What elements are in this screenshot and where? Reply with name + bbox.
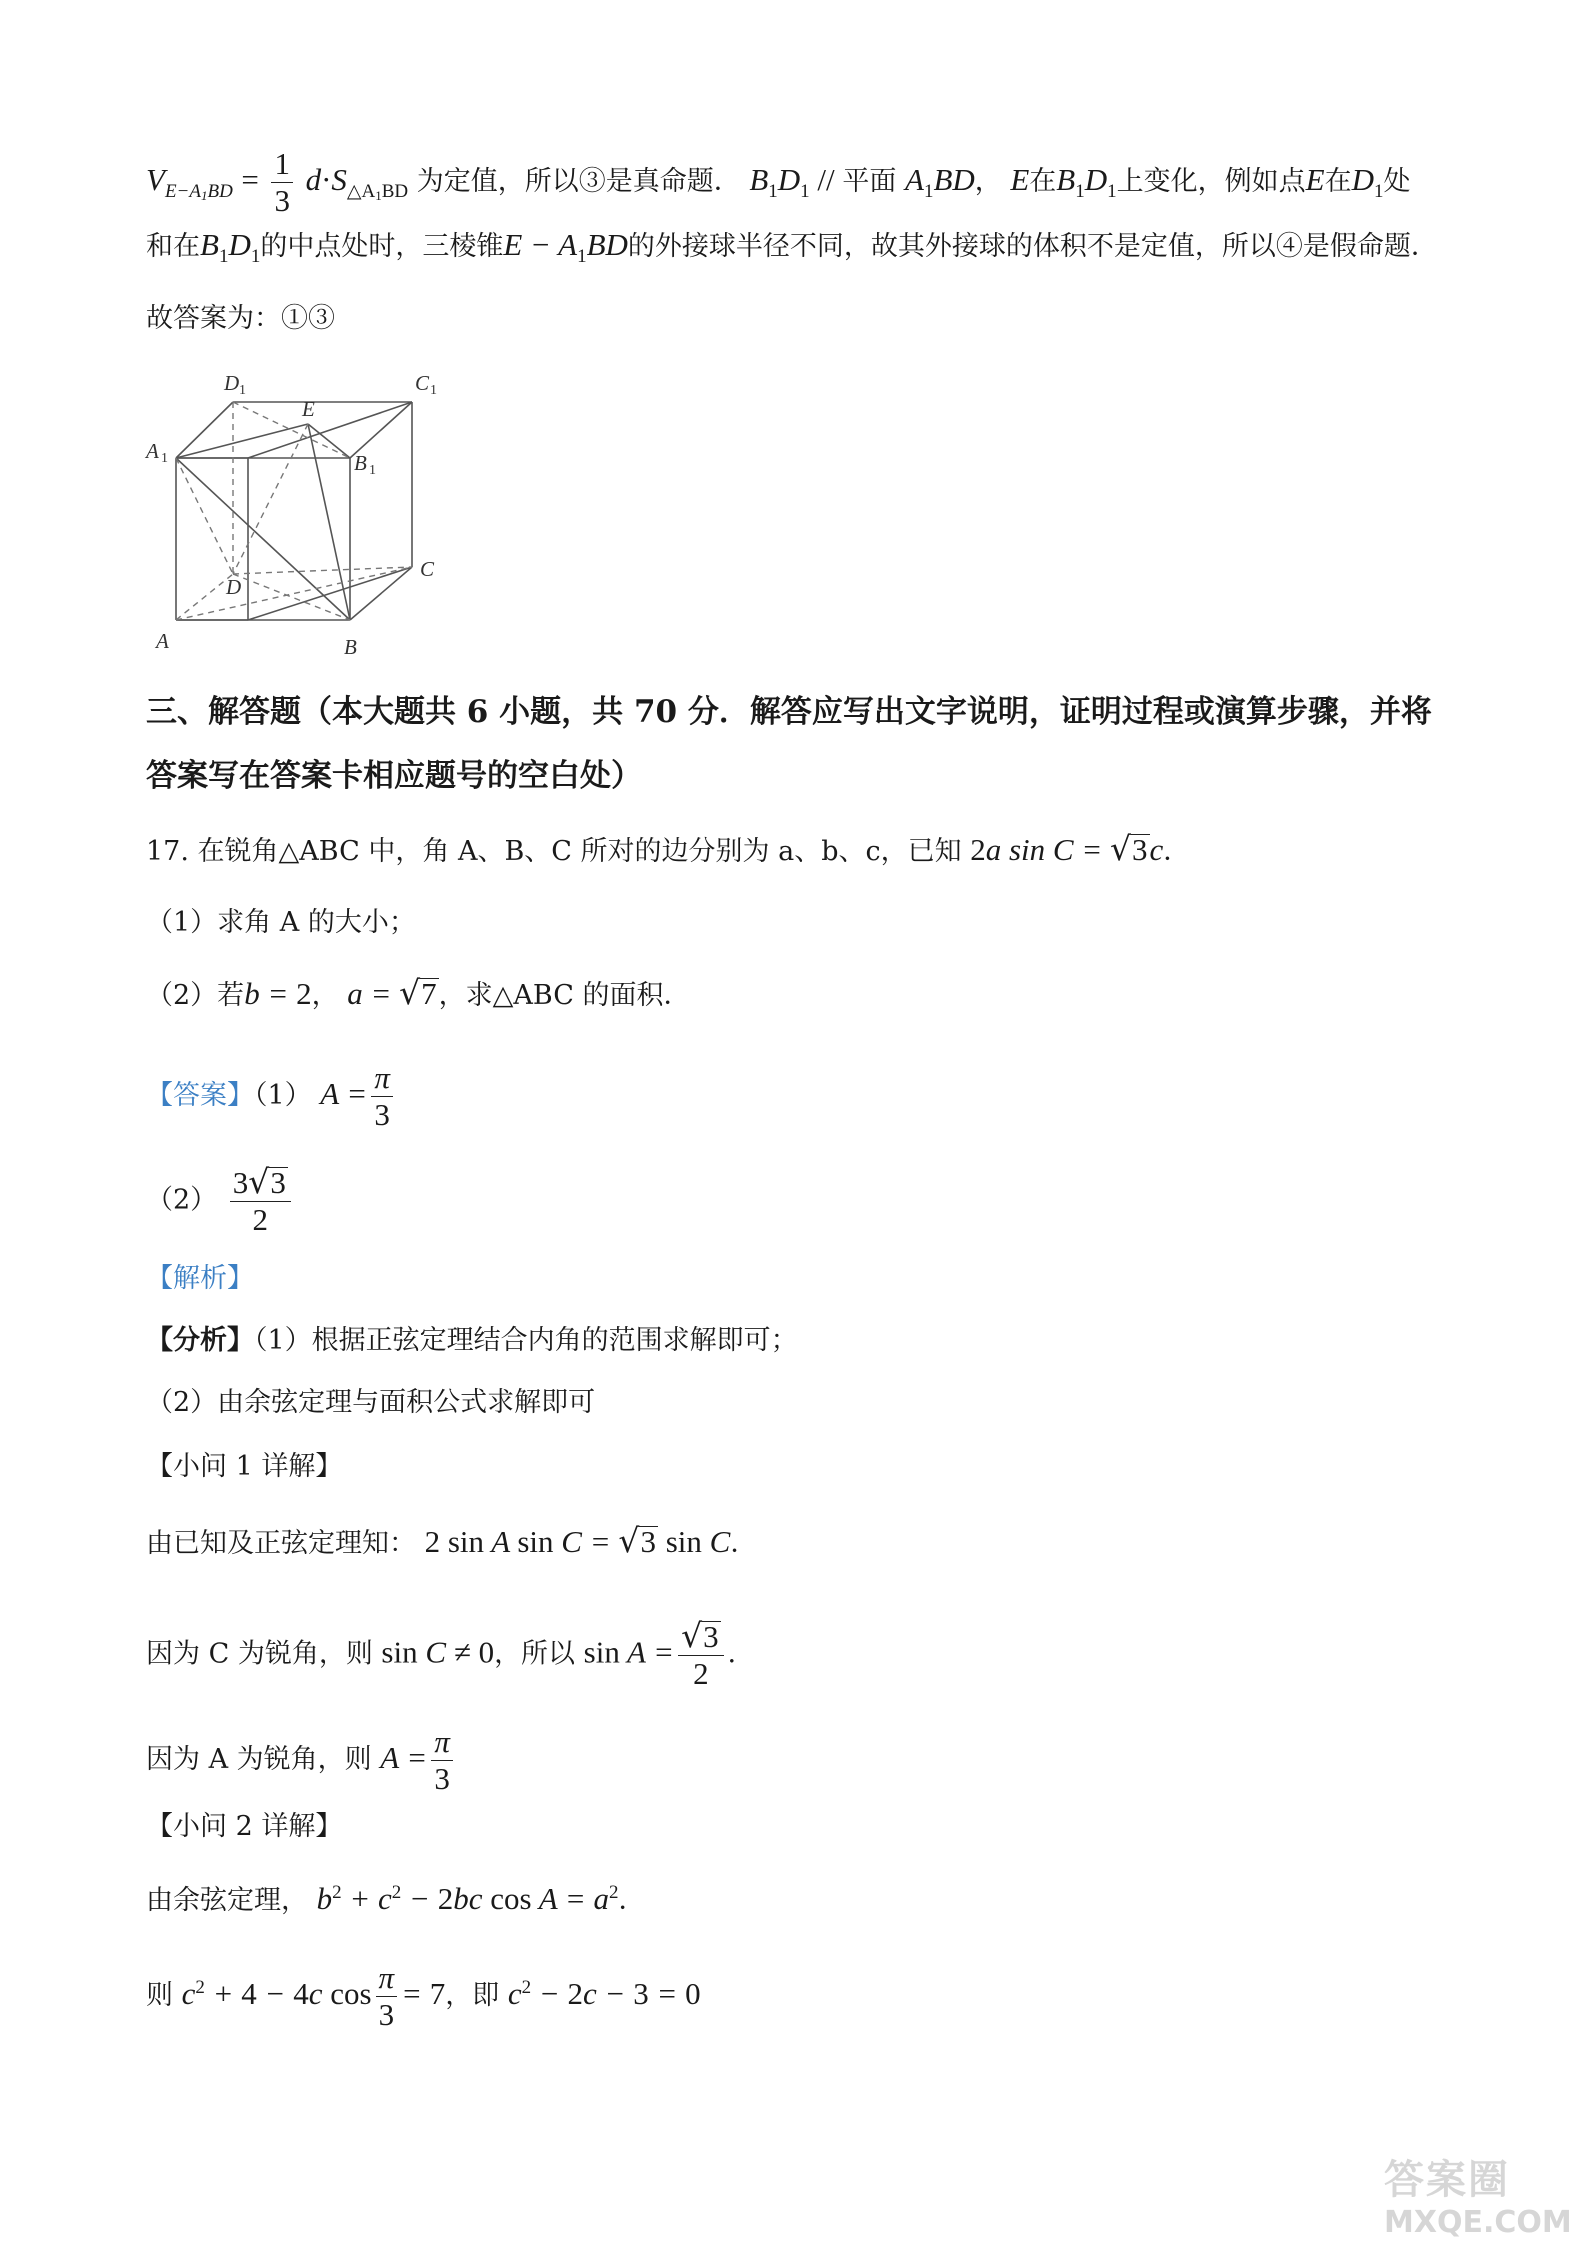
step-4: 由余弦定理， $b^2 + c^2 - 2bc$ $\cos A = a^2$． <box>146 1881 646 1916</box>
cube-figure <box>140 364 450 670</box>
svg-text:B: B <box>344 635 357 659</box>
svg-text:D: D <box>224 371 240 395</box>
sub-question-2-heading: 【小问 2 详解】 <box>146 1811 343 1842</box>
section-heading-line-2: 答案写在答案卡相应题号的空白处） <box>146 758 642 794</box>
analysis-tag: 【解析】 <box>146 1263 254 1294</box>
watermark <box>1384 2148 1584 2244</box>
svg-text:1: 1 <box>369 463 376 478</box>
fraction-one-third: $\frac{1}{3}$ <box>271 146 293 219</box>
svg-text:1: 1 <box>239 383 246 398</box>
answer-tag: 【答案】 <box>146 1080 254 1111</box>
fenxi-line-1: 【分析】（1）根据正弦定理结合内角的范围求解即可； <box>146 1325 798 1356</box>
answer-part-1: 【答案】（1） A = $\frac{\pi}{3}$ <box>146 1060 397 1133</box>
volume-formula: $V_{E-A_1BD}$ <box>146 162 233 203</box>
fraction-root3-over-2: $\frac{√3}{2}$ <box>678 1618 724 1692</box>
svg-text:D: D <box>226 575 242 599</box>
sub-question-1-heading: 【小问 1 详解】 <box>146 1451 343 1482</box>
svg-text:B: B <box>354 451 367 475</box>
svg-text:1: 1 <box>430 383 437 398</box>
solution-line-2: 和在$B_1D_1$的中点处时，三棱锥$E - A_1BD$的外接球半径不同，故其外接球的体积不是定值，所以④是假命题． <box>146 227 1438 267</box>
watermark-site: MXQE.COM <box>1384 2205 1572 2240</box>
fenxi-line-2: （2）由余弦定理与面积公式求解即可 <box>146 1387 596 1418</box>
fraction-pi-over-3: $\frac{\pi}{3}$ <box>371 1060 393 1133</box>
question-17: 17. 在锐角△ABC 中，角 A、B、C 所对的边分别为 a、b、c，已知 2a sin C = √3c． <box>146 829 1191 868</box>
svg-text:A: A <box>156 629 169 653</box>
fraction-pi-over-3-c: $\frac{\pi}{3}$ <box>376 1960 398 2033</box>
question-17-part-2: （2）若b = 2， a = √7，求△ABC 的面积． <box>146 973 691 1012</box>
step-1: 由已知及正弦定理知： 2 sin A sin C = √3 sin C． <box>146 1521 758 1560</box>
svg-text:A: A <box>146 439 159 463</box>
svg-text:C: C <box>420 557 435 581</box>
svg-text:1: 1 <box>161 451 168 466</box>
svg-text:C: C <box>415 371 430 395</box>
answer-part-2: （2） $\frac{3√3}{2}$ <box>146 1164 295 1238</box>
step-3: 因为 A 为锐角，则 A = $\frac{\pi}{3}$ <box>146 1724 457 1797</box>
question-17-part-1: （1）求角 A 的大小； <box>146 907 416 938</box>
solution-line-1: $V_{E-A_1BD}$ = $\frac{1}{3}$ $d\cdot S_{\triangle A_1BD}$ 为定值，所以③是真命题． $B_1D_1$ // 平面 $A_1BD$， E在$B_1D_1$上变化，例如点E在$D_1$处 <box>146 146 1411 218</box>
fraction-pi-over-3-b: $\frac{\pi}{3}$ <box>431 1724 453 1797</box>
watermark-logo: 答案圈 <box>1384 2157 1510 2203</box>
step-5: 则 $c^2 + 4 - 4c$ cos $\frac{\pi}{3}$ = 7，即 $c^2 - 2c - 3 = 0$ <box>146 1960 701 2032</box>
svg-text:E: E <box>302 397 315 421</box>
fraction-3root3-over-2: $\frac{3√3}{2}$ <box>230 1164 291 1238</box>
section-heading-line-1: 三、解答题（本大题共 6 小题，共 70 分．解答应写出文字说明，证明过程或演算步骤，并将 <box>146 694 1432 730</box>
step-2: 因为 C 为锐角，则 sin C ≠ 0，所以 sin A = $\frac{√3}{2}$ ． <box>146 1616 755 1691</box>
answer-summary: 故答案为：①③ <box>146 303 335 334</box>
